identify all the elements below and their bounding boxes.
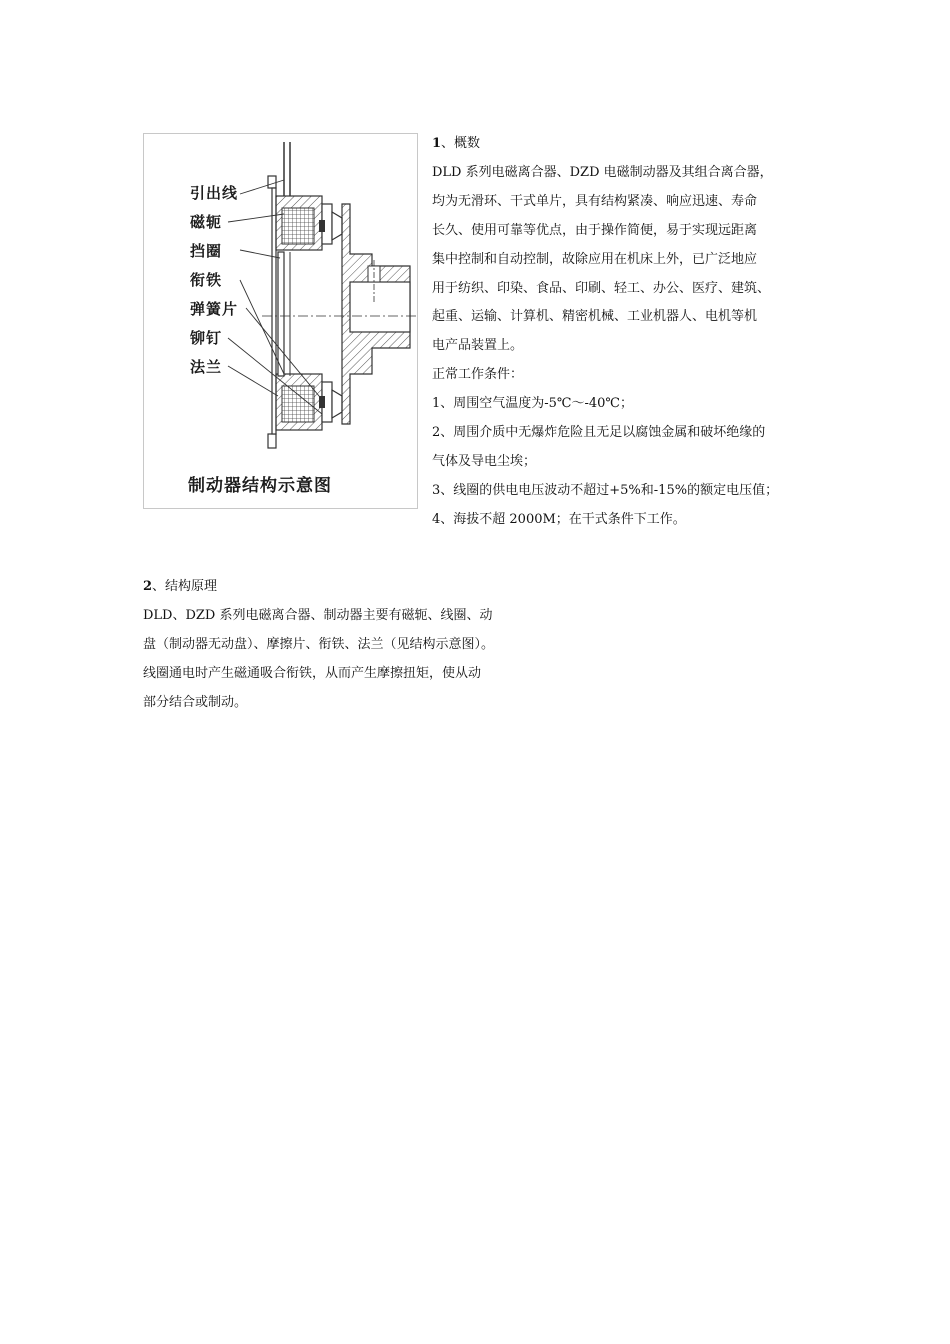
section2-number: 2 [143, 579, 153, 594]
flange-plate [272, 188, 276, 434]
section1-line: 均为无滑环、干式单片，具有结构紧凑、响应迅速、寿命 [432, 193, 758, 209]
coil-upper [282, 208, 314, 244]
section1-heading [432, 130, 778, 159]
section1-line: 4、海拔不超 2000M；在干式条件下工作。 [432, 511, 686, 527]
section1-line: 集中控制和自动控制，故除应用在机床上外，已广泛地应 [432, 251, 758, 267]
section1-line: 3、线圈的供电电压波动不超过+5%和-15%的额定电压值； [432, 482, 779, 498]
section1-number: 1 [432, 136, 442, 151]
section2-block [143, 573, 494, 718]
label-lead-wire: 引出线 [190, 184, 239, 202]
label-armature: 衔铁 [190, 271, 223, 289]
hub-bore [350, 282, 410, 332]
brake-structure-figure [143, 133, 418, 509]
figure-caption: 制动器结构示意图 [188, 476, 332, 496]
section1-line: 起重、运输、计算机、精密机械、工业机器人、电机等机 [432, 309, 758, 325]
section2-line: 部分结合或制动。 [143, 694, 248, 710]
brake-structure-drawing [144, 134, 418, 509]
section1-line: 正常工作条件： [432, 367, 524, 383]
label-yoke: 磁轭 [190, 213, 223, 231]
label-flange: 法兰 [190, 358, 223, 376]
label-retaining-ring: 挡圈 [190, 242, 223, 260]
section1-line: 2、周围介质中无爆炸危险且无足以腐蚀金属和破坏绝缘的 [432, 425, 766, 441]
section1-block [432, 130, 778, 535]
armature-strip [278, 252, 284, 376]
section2-line: DLD、DZD 系列电磁离合器、制动器主要有磁轭、线圈、动 [143, 607, 493, 623]
label-rivet: 铆钉 [190, 329, 223, 347]
section1-line: 1、周围空气温度为-5℃～-40℃； [432, 396, 633, 412]
section1-line: 用于纺织、印染、食品、印刷、轻工、办公、医疗、建筑、 [432, 280, 771, 296]
section2-line: 盘（制动器无动盘）、摩擦片、衔铁、法兰（见结构示意图）。 [143, 636, 495, 652]
section1-line: 电产品装置上。 [432, 338, 524, 354]
label-spring-plate: 弹簧片 [190, 300, 239, 318]
section1-line: 长久、使用可靠等优点，由于操作简便，易于实现远距离 [432, 222, 758, 238]
section2-title: 、结构原理 [152, 579, 218, 594]
section1-line: DLD 系列电磁离合器、DZD 电磁制动器及其组合离合器， [432, 164, 773, 180]
section2-heading [143, 573, 494, 602]
section1-title: 、概数 [441, 136, 481, 151]
section2-line: 线圈通电时产生磁通吸合衔铁，从而产生摩擦扭矩，使从动 [143, 665, 482, 681]
section1-line: 气体及导电尘埃； [432, 453, 537, 469]
